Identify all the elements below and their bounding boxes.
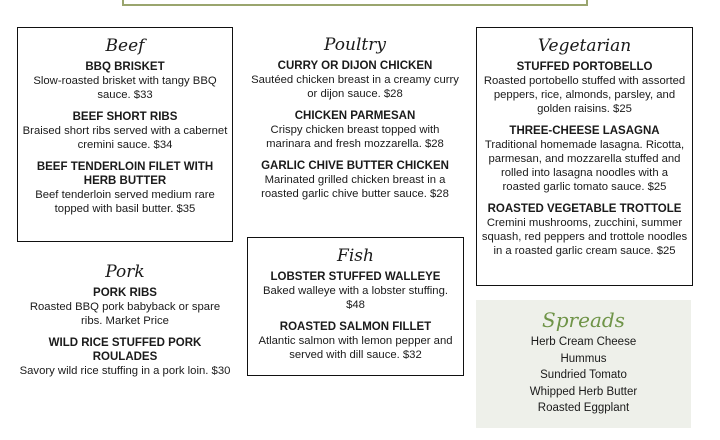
menu-item-name: THREE-CHEESE LASAGNA bbox=[509, 125, 660, 137]
menu-item-description: Sautéed chicken breast in a creamy curry or dijon sauce. $28 bbox=[251, 74, 459, 100]
poultry-section bbox=[244, 31, 466, 231]
spread-item: Sundried Tomato bbox=[540, 369, 627, 381]
menu-item-description: Braised short ribs served with a cabernet cremini sauce. $34 bbox=[22, 125, 228, 151]
menu-item bbox=[252, 270, 459, 312]
menu-item bbox=[481, 124, 688, 194]
menu-item-description: Savory wild rice stuffing in a pork loin. $30 bbox=[19, 365, 231, 377]
menu-item-description: Beef tenderloin served medium rare topped with basil butter. $35 bbox=[35, 189, 215, 215]
pork-section bbox=[17, 262, 233, 392]
menu-item bbox=[22, 160, 228, 216]
poultry-title: Poultry bbox=[324, 35, 386, 55]
menu-item-name: BBQ BRISKET bbox=[85, 61, 165, 73]
header-frame bbox=[122, 0, 588, 6]
menu-item bbox=[252, 320, 459, 362]
menu-item bbox=[19, 336, 231, 378]
menu-item-name: ROASTED SALMON FILLET bbox=[279, 321, 432, 333]
menu-item-name: STUFFED PORTOBELLO bbox=[516, 61, 653, 73]
menu-item bbox=[248, 109, 462, 151]
menu-item bbox=[481, 202, 688, 258]
menu-item bbox=[248, 159, 462, 201]
menu-item-name: GARLIC CHIVE BUTTER CHICKEN bbox=[261, 160, 449, 172]
menu-item-description: Atlantic salmon with lemon pepper and served with dill sauce. $32 bbox=[258, 335, 453, 361]
vegetarian-title: Vegetarian bbox=[537, 36, 632, 56]
spread-item: Whipped Herb Butter bbox=[529, 385, 638, 398]
spreads-section bbox=[476, 300, 691, 428]
menu-item-name: ROASTED VEGETABLE TROTTOLE bbox=[487, 203, 682, 215]
menu-item-name: BEEF TENDERLOIN FILET WITH HERB BUTTER bbox=[36, 161, 214, 187]
menu-item-description: Cremini mushrooms, zucchini, summer squash, red peppers and trottole noodles in a roasted garlic cream sauce. $25 bbox=[481, 217, 688, 257]
spread-item: Roasted Eggplant bbox=[537, 402, 630, 414]
menu-item-description: Marinated grilled chicken breast in a roasted garlic chive butter sauce. $28 bbox=[261, 174, 449, 200]
beef-title: Beef bbox=[105, 36, 145, 56]
spread-item: Hummus bbox=[560, 352, 607, 365]
menu-item-name: CURRY OR DIJON CHICKEN bbox=[277, 60, 433, 72]
menu-item-description: Traditional homemade lasagna. Ricotta, parmesan, and mozzarella stuffed and rolled into lasagna noodles with a roasted garlic tomato sauce. $25 bbox=[484, 139, 685, 193]
menu-item bbox=[22, 110, 228, 152]
pork-title: Pork bbox=[105, 262, 145, 282]
menu-item-name: PORK RIBS bbox=[93, 287, 157, 299]
vegetarian-section bbox=[476, 27, 693, 286]
menu-item bbox=[22, 60, 228, 102]
menu-item-description: Roasted portobello stuffed with assorted peppers, rice, almonds, parsley, and golden raisins. $25 bbox=[483, 75, 686, 115]
menu-item-description: Baked walleye with a lobster stuffing. $48 bbox=[262, 285, 449, 311]
menu-item bbox=[248, 59, 462, 101]
menu-item-name: BEEF SHORT RIBS bbox=[72, 111, 178, 123]
fish-title: Fish bbox=[337, 246, 374, 266]
spreads-title: Spreads bbox=[542, 308, 625, 332]
menu-item bbox=[481, 60, 688, 116]
spread-item: Herb Cream Cheese bbox=[530, 336, 637, 348]
beef-section bbox=[17, 27, 233, 242]
menu-item bbox=[19, 286, 231, 328]
menu-item-description: Slow-roasted brisket with tangy BBQ sauce. $33 bbox=[33, 75, 217, 101]
fish-section bbox=[247, 237, 464, 376]
menu-item-description: Roasted BBQ pork babyback or spare ribs. Market Price bbox=[29, 301, 221, 327]
menu-item-name: CHICKEN PARMESAN bbox=[294, 110, 416, 122]
menu-item-name: WILD RICE STUFFED PORK ROULADES bbox=[48, 337, 202, 363]
menu-item-name: LOBSTER STUFFED WALLEYE bbox=[270, 271, 441, 283]
menu-item-description: Crispy chicken breast topped with marinara and fresh mozzarella. $28 bbox=[266, 124, 444, 150]
